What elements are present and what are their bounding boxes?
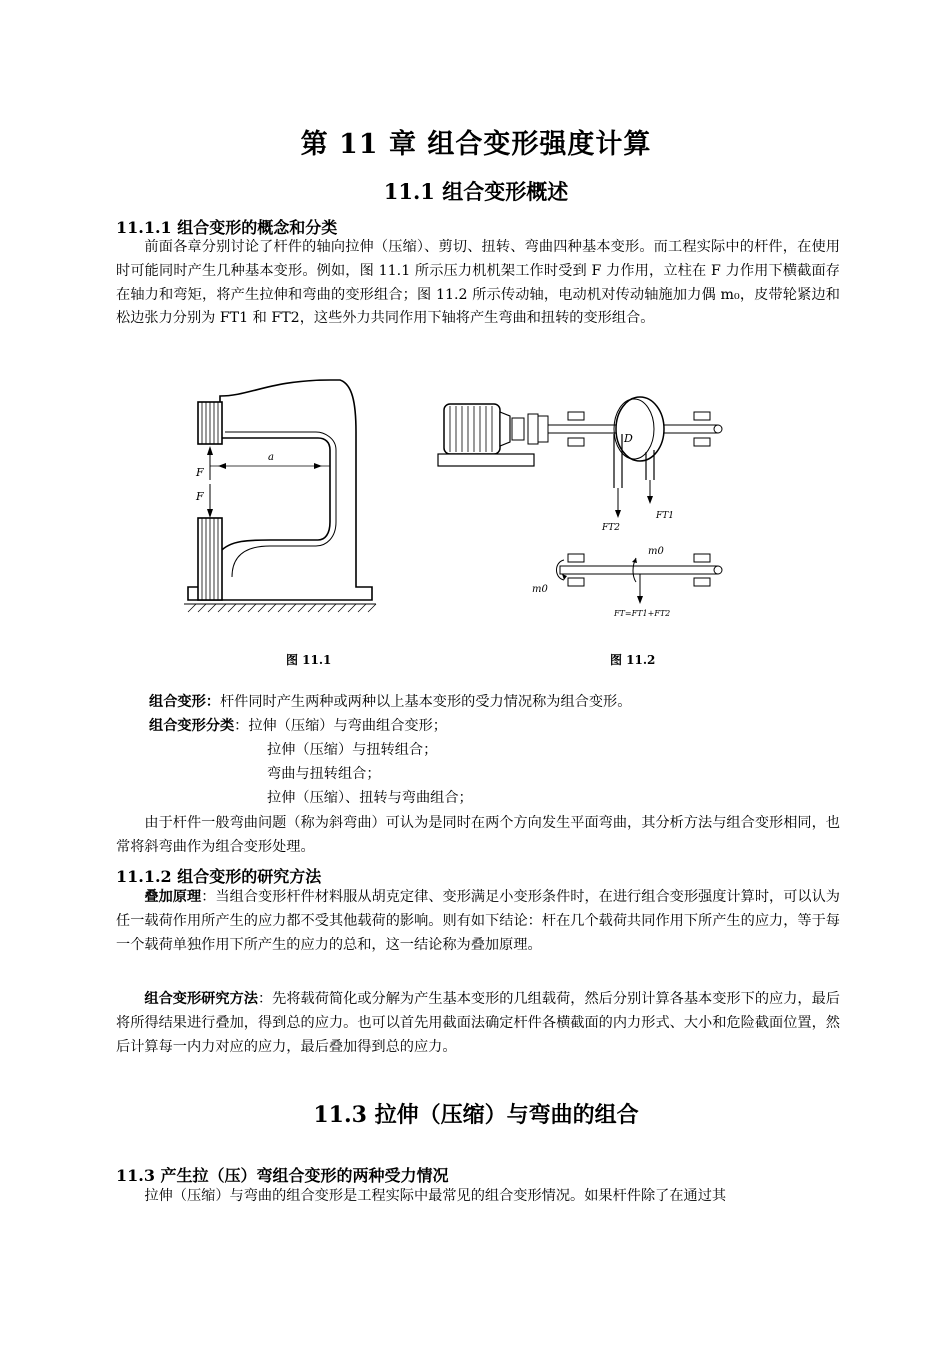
research-method-label: 组合变形研究方法 — [144, 991, 258, 1007]
classification-label: 组合变形分类 — [149, 718, 235, 734]
figure-11-1-press-frame — [180, 372, 390, 622]
classification-row-1 — [149, 715, 447, 735]
subsection-title-11-3: 11.3 产生拉（压）弯组合变形的两种受力情况 — [116, 1166, 449, 1185]
label-m0-left: m0 — [532, 584, 548, 595]
label-d: D — [624, 432, 633, 445]
paragraph-research-method — [116, 988, 840, 1059]
classification-item-1: ：拉伸（压缩）与弯曲组合变形； — [234, 718, 447, 734]
classification-item-3: 弯曲与扭转组合； — [267, 766, 381, 782]
classification-item-4: 拉伸（压缩）、扭转与弯曲组合； — [267, 790, 473, 806]
label-a: a — [268, 452, 274, 463]
superposition-label: 叠加原理 — [144, 889, 202, 905]
label-m0-top: m0 — [648, 546, 664, 557]
superposition-text: ：当组合变形杆件材料服从胡克定律、变形满足小变形条件时，在进行组合变形强度计算时，可以认为任一载荷作用所产生的应力都不受其他载荷的影响。则有如下结论：杆在几个载荷共同作用下所产生的应力，等于每一个载荷单独作用下所产生的应力的总和，这一结论称为叠加原理。 — [116, 889, 840, 953]
classification-item-2: 拉伸（压缩）与扭转组合； — [267, 742, 438, 758]
chapter-title: 第 11 章 组合变形强度计算 — [300, 129, 652, 160]
paragraph-tension-bending: 拉伸（压缩）与弯曲的组合变形是工程实际中最常见的组合变形情况。如果杆件除了在通过其 — [144, 1188, 727, 1204]
label-f-top: F — [196, 466, 204, 479]
research-method-text: ：先将载荷简化或分解为产生基本变形的几组载荷，然后分别计算各基本变形下的应力，最后将所得结果进行叠加，得到总的应力。也可以首先用截面法确定杆件各横截面的内力形式、大小和危险截面位置，然后计算每一内力对应的应力，最后叠加得到总的应力。 — [116, 991, 840, 1055]
section-title-11-1: 11.1 组合变形概述 — [383, 179, 569, 204]
figure-11-2-caption: 图 11.2 — [610, 653, 656, 667]
figure-11-2-drive-shaft — [436, 390, 736, 625]
section-title-11-3: 11.3 拉伸（压缩）与弯曲的组合 — [313, 1102, 639, 1128]
definition-combined-deformation — [149, 691, 631, 711]
label-ft-sum: FT=FT1+FT2 — [614, 609, 671, 618]
figure-11-1-caption: 图 11.1 — [286, 653, 332, 667]
paragraph-intro: 前面各章分别讨论了杆件的轴向拉伸（压缩）、剪切、扭转、弯曲四种基本变形。而工程实际中的杆件，在使用时可能同时产生几种基本变形。例如，图 11.1 所示压力机机架工作时受到 F 力作用，立柱在 F 力作用下横截面存在轴力和弯矩，将产生拉伸和弯曲的变形组合；图 11.2 所示传动轴，电动机对传动轴施加力偶 m₀，皮带轮紧边和松边张力分别为 FT1 和 FT2，这些外力共同作用下轴将产生弯曲和扭转的变形组合。 — [116, 239, 840, 327]
definition-text: 杆件同时产生两种或两种以上基本变形的受力情况称为组合变形。 — [219, 694, 632, 710]
label-f-bottom: F — [196, 490, 204, 503]
label-ft2: FT2 — [602, 523, 620, 533]
paragraph-oblique-bending: 由于杆件一般弯曲问题（称为斜弯曲）可认为是同时在两个方向发生平面弯曲，其分析方法与组合变形相同，也常将斜弯曲作为组合变形处理。 — [116, 815, 840, 855]
subsection-title-11-1-1: 11.1.1 组合变形的概念和分类 — [116, 218, 338, 237]
label-ft1: FT1 — [656, 511, 674, 521]
definition-label: 组合变形： — [149, 694, 220, 710]
subsection-title-11-1-2: 11.1.2 组合变形的研究方法 — [116, 867, 322, 886]
paragraph-superposition — [116, 886, 840, 957]
